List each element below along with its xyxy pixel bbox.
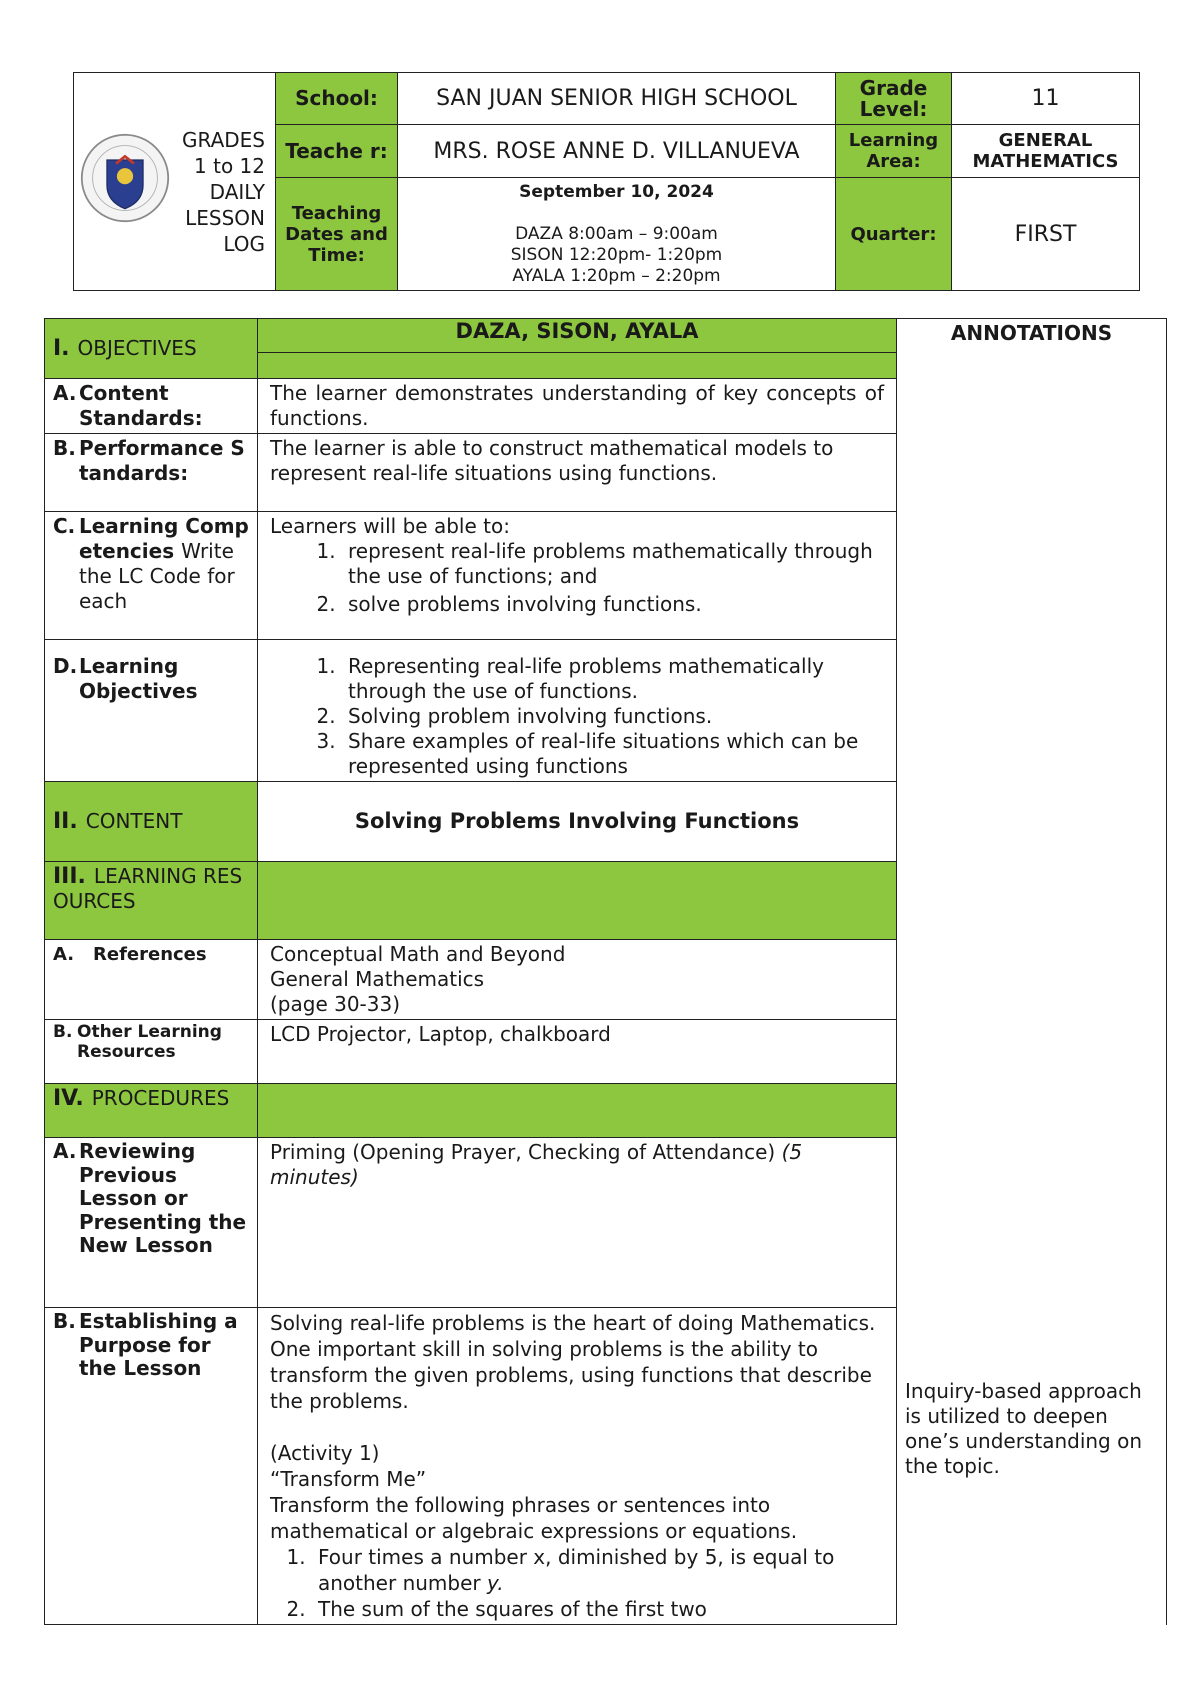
teacher-label: Teache r: — [276, 125, 398, 178]
item-label: Other Learning Resources — [77, 1022, 222, 1062]
time-allotment: (5 minutes) — [270, 1140, 803, 1189]
item-label: Learning Competencies — [79, 514, 249, 563]
reference-line: General Mathematics — [270, 967, 485, 991]
item-label: References — [93, 944, 207, 965]
references-text — [258, 940, 897, 1020]
title-line: DAILY — [209, 180, 265, 204]
learning-area-value: GENERAL MATHEMATICS — [952, 125, 1140, 178]
learning-area-label: Learning Area: — [836, 125, 952, 178]
reviewing-body: Priming (Opening Prayer, Checking of Attendance) — [270, 1140, 776, 1164]
activity-number: (Activity 1) — [270, 1441, 380, 1465]
item-letter: B. — [53, 1309, 76, 1333]
class-sections: DAZA, SISON, AYALA — [258, 319, 897, 353]
title-line: LESSON — [185, 206, 265, 230]
item-label: Performance Standards: — [79, 436, 245, 485]
reference-line: (page 30-33) — [270, 992, 401, 1016]
content-standards-text: The learner demonstrates understanding of key concepts of functions. — [258, 379, 897, 434]
procedures-content — [258, 1084, 897, 1138]
list-item: 1. represent real-life problems mathematically through the use of functions; and — [342, 539, 884, 589]
purpose-text — [258, 1308, 897, 1625]
list-item: 3. Share examples of real-life situations which can be represented using functions — [342, 729, 884, 779]
section-number: III. — [53, 864, 86, 889]
lesson-log-table — [44, 318, 1167, 1625]
item-note: Write the LC Code for each — [79, 539, 235, 613]
objectives-heading — [45, 319, 258, 379]
item-letter: A. — [53, 381, 77, 405]
competencies-text — [258, 512, 897, 640]
performance-standards-text: The learner is able to construct mathematical models to represent real-life situations using functions. — [258, 434, 897, 512]
section-number: II. — [53, 809, 78, 834]
item-label: Establishing a Purpose for the Lesson — [79, 1309, 238, 1380]
item-letter: C. — [53, 514, 76, 538]
content-heading — [45, 782, 258, 862]
item-text: Four times a number x, diminished by 5, is equal to another number — [318, 1545, 835, 1595]
competencies-intro: Learners will be able to: — [270, 514, 510, 538]
school-label: School: — [276, 73, 398, 125]
title-line: 1 to 12 — [194, 154, 265, 178]
purpose-paragraph: Solving real-life problems is the heart of doing Mathematics. One important skill in solving problems is the ability to transform the given problems, using functions that describe the problems. — [270, 1311, 876, 1413]
reviewing-label — [45, 1138, 258, 1308]
procedures-heading — [45, 1084, 258, 1138]
logo-cell — [74, 73, 276, 291]
item-letter: A. — [53, 1139, 77, 1163]
quarter-label: Quarter: — [836, 178, 952, 291]
list-item — [312, 1544, 884, 1596]
item-label: Learning Objectives — [79, 654, 198, 703]
teaching-dates-label: Teaching Dates and Time: — [276, 178, 398, 291]
purpose-label — [45, 1308, 258, 1625]
title-line: GRADES — [182, 128, 265, 152]
reviewing-text — [258, 1138, 897, 1308]
daily-lesson-log-title — [182, 127, 265, 257]
list-item: 2. The sum of the squares of the first two — [312, 1596, 884, 1622]
content-standards-label — [45, 379, 258, 434]
section-title: OBJECTIVES — [77, 336, 197, 360]
learning-objectives-label — [45, 640, 258, 782]
grade-level-value: 11 — [952, 73, 1140, 125]
competencies-list — [270, 539, 884, 617]
quarter-value: FIRST — [952, 178, 1140, 291]
other-resources-label — [45, 1020, 258, 1084]
deped-seal-icon — [80, 133, 170, 223]
section-title: LEARNING RESOURCES — [53, 864, 243, 913]
section-title: CONTENT — [85, 809, 183, 833]
section-number: I. — [53, 336, 70, 361]
learning-objectives-text — [258, 640, 897, 782]
other-resources-text: LCD Projector, Laptop, chalkboard — [258, 1020, 897, 1084]
dates-cell — [398, 178, 836, 291]
header-table — [73, 72, 1140, 291]
objectives-subheader — [258, 353, 897, 379]
item-variable: y. — [487, 1571, 504, 1595]
objectives-list — [270, 654, 884, 779]
list-item: 1. Representing real-life problems mathematically through the use of functions. — [342, 654, 884, 704]
list-item: 2. Solving problem involving functions. — [342, 704, 884, 729]
title-line: LOG — [223, 232, 265, 256]
item-letter: B. — [53, 436, 76, 460]
performance-standards-label — [45, 434, 258, 512]
annotation-note: Inquiry-based approach is utilized to deepen one’s understanding on the topic. — [905, 1379, 1143, 1478]
resources-content — [258, 862, 897, 940]
item-letter: B. — [53, 1022, 73, 1042]
schedule-line: AYALA 1:20pm – 2:20pm — [512, 266, 721, 286]
activity-list — [270, 1544, 884, 1622]
resources-heading — [45, 862, 258, 940]
date-value: September 10, 2024 — [519, 182, 714, 202]
item-label: Reviewing Previous Lesson or Presenting the New Lesson — [79, 1139, 247, 1257]
competencies-label — [45, 512, 258, 640]
item-label: Content Standards: — [79, 381, 203, 430]
schedule-line: SISON 12:20pm- 1:20pm — [510, 245, 723, 265]
annotations-column — [897, 319, 1167, 1625]
activity-instruction: Transform the following phrases or sentences into mathematical or algebraic expressions or equations. — [270, 1493, 798, 1543]
schedule-line: DAZA 8:00am – 9:00am — [515, 224, 718, 244]
section-number: IV. — [53, 1086, 84, 1111]
lesson-topic: Solving Problems Involving Functions — [258, 782, 897, 862]
teacher-value: MRS. ROSE ANNE D. VILLANUEVA — [398, 125, 836, 178]
annotations-heading: ANNOTATIONS — [950, 321, 1113, 345]
item-letter: A. — [53, 944, 75, 965]
grade-level-label: Grade Level: — [836, 73, 952, 125]
section-title: PROCEDURES — [91, 1086, 230, 1110]
school-value: SAN JUAN SENIOR HIGH SCHOOL — [398, 73, 836, 125]
item-letter: D. — [53, 654, 78, 678]
references-label — [45, 940, 258, 1020]
list-item: 2. solve problems involving functions. — [342, 592, 884, 617]
reference-line: Conceptual Math and Beyond — [270, 942, 566, 966]
activity-title: “Transform Me” — [270, 1467, 427, 1491]
